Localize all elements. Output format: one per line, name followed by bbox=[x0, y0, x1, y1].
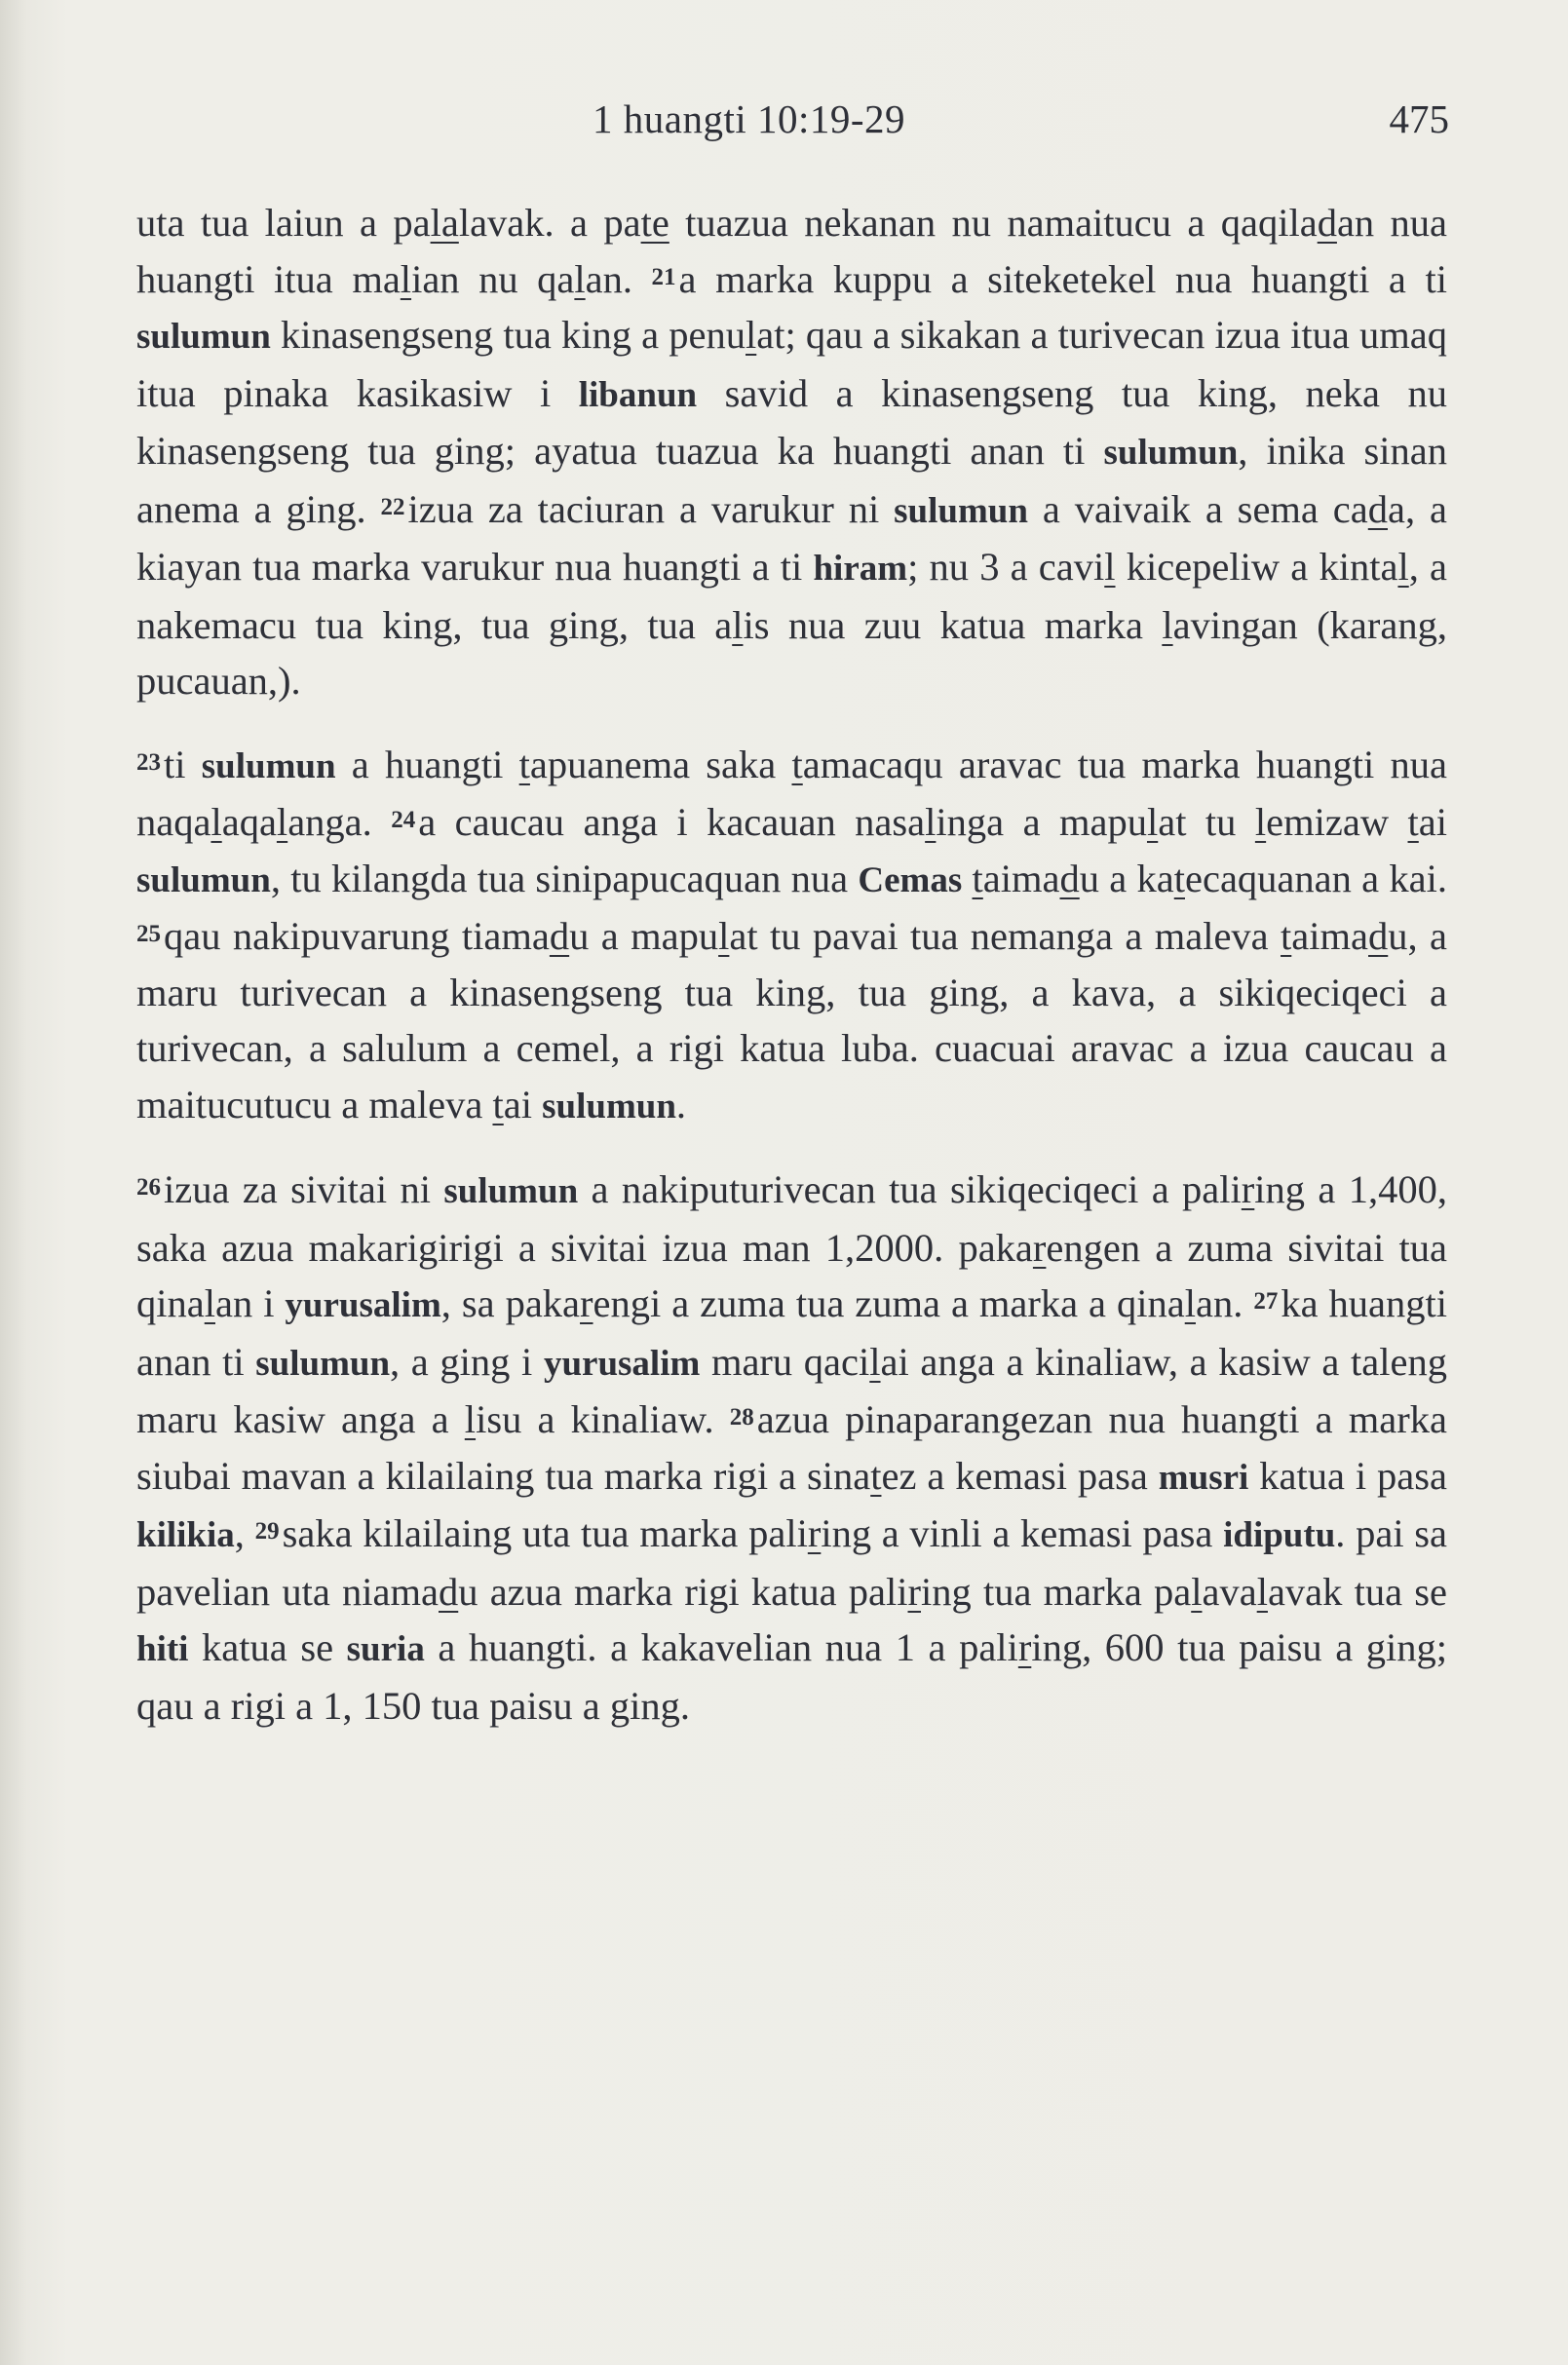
proper-name: idiputu bbox=[1223, 1515, 1336, 1555]
text-run: u a mapu bbox=[569, 914, 719, 958]
underlined-letter: te bbox=[640, 201, 669, 245]
underlined-letter: t bbox=[1407, 800, 1419, 844]
proper-name: sulumun bbox=[136, 859, 271, 900]
proper-name: musri bbox=[1158, 1457, 1249, 1498]
text-run: at; qau a sikakan a turivecan izua itua umaq itua pinaka kasikasiw i bbox=[136, 313, 1447, 415]
underlined-letter: l bbox=[732, 602, 744, 647]
text-run: ti bbox=[164, 742, 202, 786]
underlined-letter: r bbox=[1017, 1625, 1032, 1669]
underlined-letter: r bbox=[807, 1511, 822, 1555]
text-run: a caucau anga i kacauan nasa bbox=[418, 800, 926, 844]
text-run: ing, 600 tua paisu a ging; qau a rigi a 1, 150 tua paisu a ging. bbox=[136, 1625, 1447, 1728]
text-run: azua pinaparangezan nua huangti a marka siubai mavan a kilailaing tua marka rigi a sina bbox=[136, 1397, 1447, 1498]
underlined-letter: l bbox=[1184, 1281, 1196, 1325]
proper-name: libanun bbox=[578, 374, 698, 415]
underlined-letter: r bbox=[1241, 1167, 1255, 1211]
underlined-letter: t bbox=[518, 742, 530, 786]
paragraph bbox=[136, 195, 1447, 709]
text-run: anga. bbox=[287, 800, 392, 844]
text-run: savid a kinasengseng tua king, neka nu kinasengseng tua ging; ayatua tuazua ka huangti anan ti bbox=[136, 370, 1447, 473]
text-run: apuanema saka bbox=[529, 742, 792, 786]
proper-name: hiti bbox=[136, 1629, 189, 1669]
text-run: u azua marka rigi katua pali bbox=[458, 1569, 908, 1614]
underlined-letter: l bbox=[1256, 1569, 1268, 1614]
text-run: aqa bbox=[221, 800, 277, 844]
text-run: , bbox=[234, 1511, 255, 1555]
text-run: , sa paka bbox=[440, 1281, 581, 1325]
text-run: at tu bbox=[1158, 800, 1255, 844]
proper-name: kilikia bbox=[136, 1515, 235, 1555]
text-run: izua za taciuran a varukur ni bbox=[407, 486, 895, 531]
text-run: izua za sivitai ni bbox=[164, 1167, 444, 1211]
underlined-letter: t bbox=[492, 1082, 504, 1126]
underlined-letter: d bbox=[1317, 201, 1337, 245]
proper-name: sulumun bbox=[542, 1086, 676, 1126]
text-run: ai bbox=[1418, 800, 1448, 844]
text-run: ing a 1,400, saka azua makarigirigi a sivitai izua man 1,2000. paka bbox=[136, 1167, 1447, 1270]
text-run: a nakiputurivecan tua sikiqeciqeci a pali bbox=[578, 1167, 1242, 1211]
text-run: a marka kuppu a siteketekel nua huangti a ti bbox=[678, 256, 1447, 301]
running-head: 1 huangti 10:19-29 bbox=[593, 96, 906, 141]
underlined-letter: d bbox=[439, 1569, 459, 1614]
underlined-letter: l bbox=[204, 1281, 215, 1325]
text-run: engi a zuma tua zuma a marka a qina bbox=[593, 1281, 1185, 1325]
verse-number: 23 bbox=[136, 748, 161, 776]
text-run: emizaw bbox=[1266, 800, 1408, 844]
underlined-letter: r bbox=[580, 1281, 593, 1325]
underlined-letter: r bbox=[1032, 1225, 1047, 1270]
text-run: isu a kinaliaw. bbox=[476, 1397, 730, 1441]
text-run: u a ka bbox=[1079, 856, 1174, 900]
underlined-letter: l bbox=[1191, 1569, 1203, 1614]
text-run: a huangti bbox=[335, 742, 519, 786]
text-run: tuazua nekanan nu namaitucu a qaqila bbox=[669, 201, 1318, 245]
underlined-letter: l bbox=[400, 256, 412, 301]
proper-name: hiram bbox=[813, 549, 908, 589]
proper-name: sulumun bbox=[255, 1343, 391, 1384]
verse-number: 28 bbox=[729, 1404, 754, 1430]
text-run: ka huangti anan ti bbox=[136, 1281, 1447, 1384]
proper-name: sulumun bbox=[201, 745, 336, 786]
underlined-letter: r bbox=[907, 1569, 921, 1614]
text-run: qau nakipuvarung tiama bbox=[164, 914, 550, 958]
text-run: a vaivaik a sema ca bbox=[1027, 486, 1368, 531]
underlined-letter: t bbox=[870, 1453, 882, 1498]
text-run: u, a maru turivecan a kinasengseng tua king, tua ging, a kava, a sikiqeciqeci a turivecan, a salulum a cemel, a rigi katua luba. cuacuai aravac a izua caucau a maitucutucu a maleva bbox=[136, 914, 1447, 1126]
text-run: ing tua marka pa bbox=[921, 1569, 1192, 1614]
underlined-letter: d bbox=[549, 914, 570, 958]
text-run: uta tua laiun a pa bbox=[136, 201, 431, 245]
text-run: maru qaci bbox=[700, 1339, 870, 1384]
text-run: , a nakemacu tua king, tua ging, tua a bbox=[136, 545, 1448, 647]
verse-number: 22 bbox=[380, 493, 405, 520]
text-run: ecaquanan a kai. bbox=[1185, 856, 1447, 900]
text-run: an. bbox=[585, 256, 652, 301]
page-header bbox=[0, 95, 1568, 164]
text-run: , tu kilangda tua sinipapucaquan nua bbox=[270, 856, 859, 900]
underlined-letter: l bbox=[210, 800, 222, 844]
text-run: an nua huangti itua ma bbox=[136, 201, 1447, 301]
verse-number: 24 bbox=[391, 807, 416, 833]
body-text bbox=[136, 195, 1447, 1734]
text-run: ing a vinli a kemasi pasa bbox=[821, 1511, 1224, 1555]
text-run: aima bbox=[982, 856, 1060, 900]
verse-number: 21 bbox=[651, 263, 676, 290]
text-run: is nua zuu katua marka bbox=[743, 602, 1163, 647]
proper-name: yurusalim bbox=[543, 1343, 701, 1384]
text-run: aima bbox=[1291, 914, 1369, 958]
text-run: engen a zuma sivitai tua qina bbox=[136, 1225, 1447, 1325]
proper-name: sulumun bbox=[443, 1171, 579, 1211]
underlined-letter: t bbox=[1281, 914, 1292, 958]
verse bbox=[136, 1511, 1447, 1728]
text-run: . pai sa pavelian uta niama bbox=[136, 1511, 1448, 1614]
underlined-letter: l bbox=[1162, 602, 1173, 647]
underlined-letter: t bbox=[972, 856, 983, 900]
text-run: ian nu qa bbox=[411, 256, 575, 301]
underlined-letter: d bbox=[1059, 856, 1080, 900]
underlined-letter: l bbox=[718, 914, 730, 958]
proper-name: sulumun bbox=[136, 317, 271, 357]
text-run: avak tua se bbox=[1267, 1569, 1447, 1614]
paragraph bbox=[136, 737, 1447, 1135]
text-run: , inika sinan anema a ging. bbox=[136, 429, 1447, 531]
underlined-letter: t bbox=[791, 742, 803, 786]
underlined-letter: l bbox=[1397, 545, 1409, 589]
text-run: . bbox=[675, 1082, 687, 1126]
underlined-letter: l bbox=[1254, 800, 1267, 844]
text-run: vak. a pa bbox=[487, 201, 641, 245]
verse bbox=[136, 1167, 1447, 1325]
underlined-letter: l bbox=[1146, 800, 1159, 844]
text-run: a, a kiayan tua marka varukur nua huangti a ti bbox=[136, 486, 1447, 589]
text-run: amacaqu aravac tua marka huangti nua naqa bbox=[136, 742, 1447, 844]
text-run: la bbox=[458, 201, 488, 245]
page-number: 475 bbox=[1389, 96, 1449, 141]
underlined-letter: l bbox=[464, 1397, 477, 1441]
text-run: katua se bbox=[188, 1625, 347, 1669]
proper-name: suria bbox=[346, 1629, 425, 1669]
text-run: ai anga a kinaliaw, a kasiw a taleng maru kasiw anga a bbox=[136, 1339, 1447, 1441]
text-run: katua i pasa bbox=[1248, 1453, 1448, 1498]
proper-name: sulumun bbox=[894, 490, 1028, 531]
verse bbox=[136, 914, 1447, 1126]
verse-number: 29 bbox=[254, 1518, 280, 1545]
underlined-letter: l bbox=[869, 1339, 881, 1384]
underlined-letter: l bbox=[925, 800, 937, 844]
verse-number: 27 bbox=[1253, 1288, 1279, 1315]
text-run: kinasengseng tua king a penu bbox=[270, 313, 746, 357]
text-run: at tu pavai tua nemanga a maleva bbox=[729, 914, 1281, 958]
underlined-letter: d bbox=[1368, 914, 1389, 958]
text-run: an i bbox=[215, 1281, 286, 1325]
proper-name: Cemas bbox=[858, 859, 963, 900]
proper-name: sulumun bbox=[1103, 433, 1239, 473]
paragraph bbox=[136, 1162, 1447, 1734]
text-run: ; nu 3 a cavi bbox=[907, 545, 1105, 589]
underlined-letter: t bbox=[1173, 856, 1185, 900]
verse-number: 26 bbox=[136, 1174, 161, 1201]
text-run: ez a kemasi pasa bbox=[881, 1453, 1159, 1498]
text-run: a huangti. a kakavelian nua 1 a pali bbox=[424, 1625, 1018, 1669]
text-run: ai bbox=[503, 1082, 543, 1126]
text-run bbox=[962, 857, 972, 900]
underlined-letter: d bbox=[1367, 486, 1389, 531]
text-run: an. bbox=[1195, 1281, 1254, 1325]
text-run: avingan (karang, pucauan,). bbox=[136, 602, 1447, 703]
underlined-letter: l bbox=[276, 800, 288, 844]
underlined-letter: l bbox=[1104, 545, 1116, 589]
verse-number: 25 bbox=[136, 921, 161, 947]
underlined-letter: la bbox=[430, 201, 459, 245]
text-run: inga a mapu bbox=[936, 800, 1147, 844]
text-run: saka kilailaing uta tua marka pali bbox=[282, 1511, 808, 1555]
proper-name: yurusalim bbox=[285, 1285, 441, 1325]
underlined-letter: l bbox=[746, 313, 757, 357]
text-run: ava bbox=[1202, 1569, 1257, 1614]
text-run: kicepeliw a kinta bbox=[1115, 545, 1398, 589]
underlined-letter: l bbox=[574, 256, 586, 301]
text-run: , a ging i bbox=[390, 1339, 544, 1384]
